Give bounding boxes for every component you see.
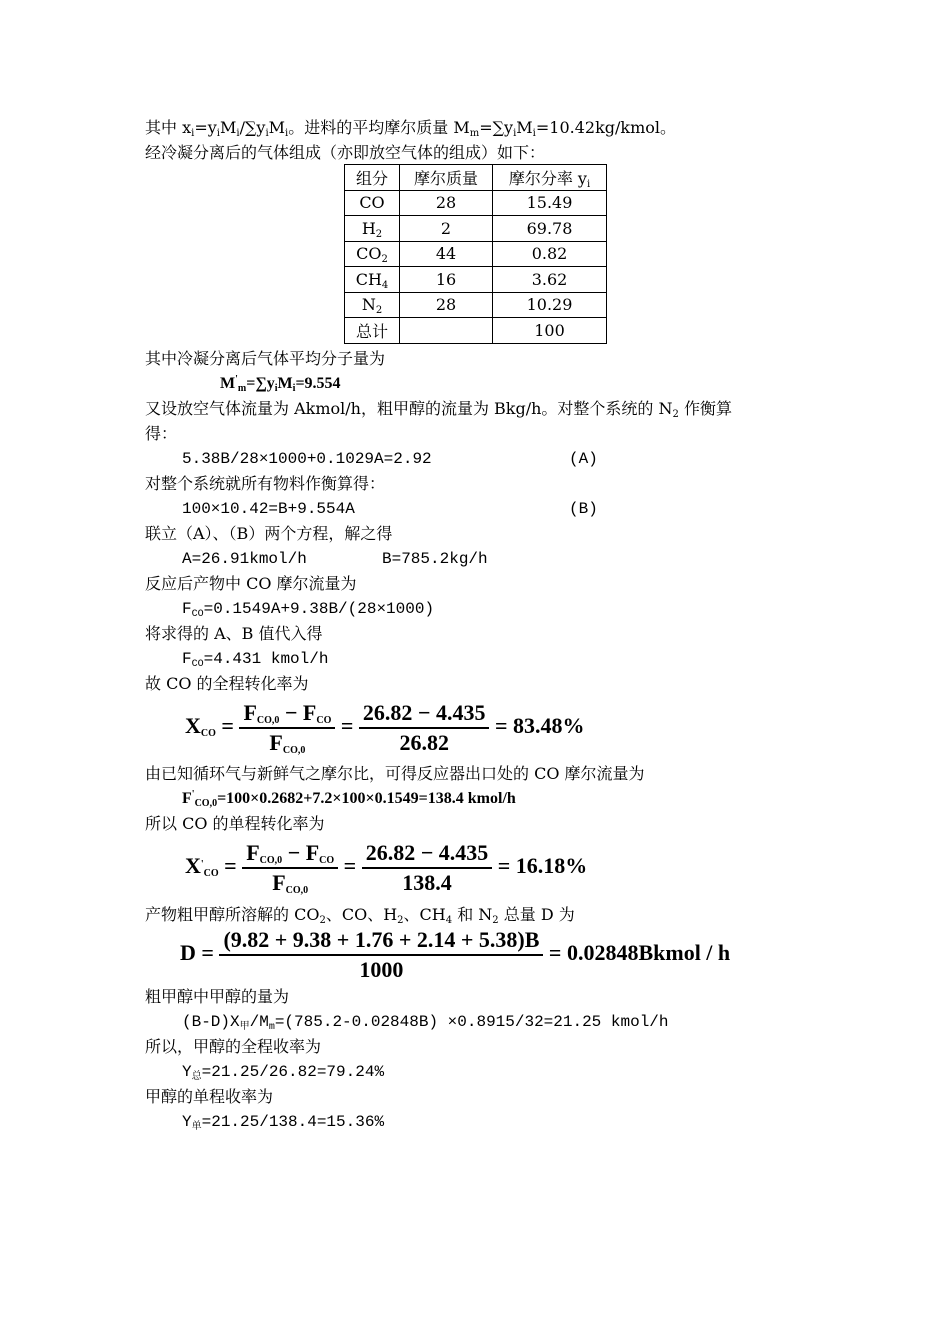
single-pass-conversion-equation: $X'_{CO}$ = $\frac{F_{CO,0} - F_{CO}}{F_{CO,0}}$ = $\frac{26.82 - 4.435}{138.4}$ = 16.18%	[185, 840, 588, 896]
assumption-text: 又设放空气体流量为 Akmol/h，粗甲醇的流量为 Bkg/h。对整个系统的 $N_2$ 作衡算	[145, 399, 732, 420]
single-pass-conversion-text: 所以 CO 的单程转化率为	[145, 814, 325, 833]
equation-b: 100×10.42=B+9.554A	[182, 500, 355, 518]
co-flow-result: $F_{CO}=4.431$ kmol/h	[182, 650, 329, 670]
table-row: $N_2$ 28 10.29	[345, 292, 607, 318]
table-row: CO 28 15.49	[345, 190, 607, 216]
avg-molar-mass-formula: $M'_m=\sum y_iM_i=9.554$	[220, 374, 341, 394]
equation-a-label: (A)	[569, 450, 598, 468]
table-row: $CH_4$ 16 3.62	[345, 267, 607, 293]
methanol-amount-formula: $(B-D)X_甲/M_m=(785.2-0.02848B) \times 0.8915/32=21.25$ kmol/h	[182, 1013, 669, 1033]
equation-a: 5.38B/28×1000+0.1029A=2.92	[182, 450, 432, 468]
dissolved-gas-text: 产物粗甲醇所溶解的 $CO_2$、CO、$H_2$、$CH_4$ 和 $N_2$ 总量 D 为	[145, 905, 575, 926]
recycle-ratio-text: 由已知循环气与新鲜气之摩尔比，可得反应器出口处的 CO 摩尔流量为	[145, 764, 645, 783]
overall-conversion-text: 故 CO 的全程转化率为	[145, 674, 309, 693]
dissolved-gas-equation: D = $\frac{(9.82 + 9.38 + 1.76 + 2.14 + 5.38)B}{1000}$ = 0.02848Bkmol / h	[180, 927, 731, 982]
total-balance-text: 对整个系统就所有物料作衡算得：	[145, 474, 386, 493]
substitute-text: 将求得的 A、B 值代入得	[145, 624, 323, 643]
table-row: $CO_2$ 44 0.82	[345, 241, 607, 267]
co-flow-formula: $F_{CO}=0.1549A+9.38B/(28\times 1000)$	[182, 600, 435, 620]
solution-b: B=785.2kg/h	[382, 550, 488, 568]
reactor-outlet-co-flow: $F'_{CO,0}=100\times 0.2682+7.2\times 100\times 0.1549=138.4$ kmol/h	[182, 789, 516, 809]
table-header-row	[345, 165, 607, 191]
header-molar-mass: 摩尔质量	[400, 165, 493, 191]
assumption-text-cont: 得：	[145, 424, 178, 443]
avg-molar-mass-text: 其中冷凝分离后气体平均分子量为	[145, 349, 386, 368]
overall-yield-text: 所以，甲醇的全程收率为	[145, 1037, 322, 1056]
solution-a: A=26.91kmol/h	[182, 550, 307, 568]
equation-b-label: (B)	[569, 500, 598, 518]
co-flow-text: 反应后产物中 CO 摩尔流量为	[145, 574, 357, 593]
header-component: 组分	[345, 165, 400, 191]
overall-conversion-equation: $X_{CO}$ = $\frac{F_{CO,0} - F_{CO}}{F_{CO,0}}$ = $\frac{26.82 - 4.435}{26.82}$ = 83.48%	[185, 700, 585, 756]
methanol-amount-text: 粗甲醇中甲醇的量为	[145, 987, 290, 1006]
solve-text: 联立（A）、（B）两个方程，解之得	[145, 524, 393, 543]
header-mole-fraction: 摩尔分率 $y_i$	[493, 165, 607, 191]
table-row: $H_2$ 2 69.78	[345, 216, 607, 242]
single-pass-yield-formula: $Y_单=21.25/138.4=15.36\%$	[182, 1113, 385, 1133]
gas-composition-table	[344, 164, 607, 344]
composition-intro: 经冷凝分离后的气体组成（亦即放空气体的组成）如下：	[145, 143, 546, 162]
overall-yield-formula: $Y_总=21.25/26.82=79.24\%$	[182, 1063, 385, 1083]
single-pass-yield-text: 甲醇的单程收率为	[145, 1087, 274, 1106]
table-total-row: 总计 100	[345, 318, 607, 344]
intro-formula-line: 其中 $x_i=y_iM_i/\sum y_iM_i$。进料的平均摩尔质量 $M_m=\sum y_iM_i=10.42kg$/kmol。	[145, 118, 677, 139]
